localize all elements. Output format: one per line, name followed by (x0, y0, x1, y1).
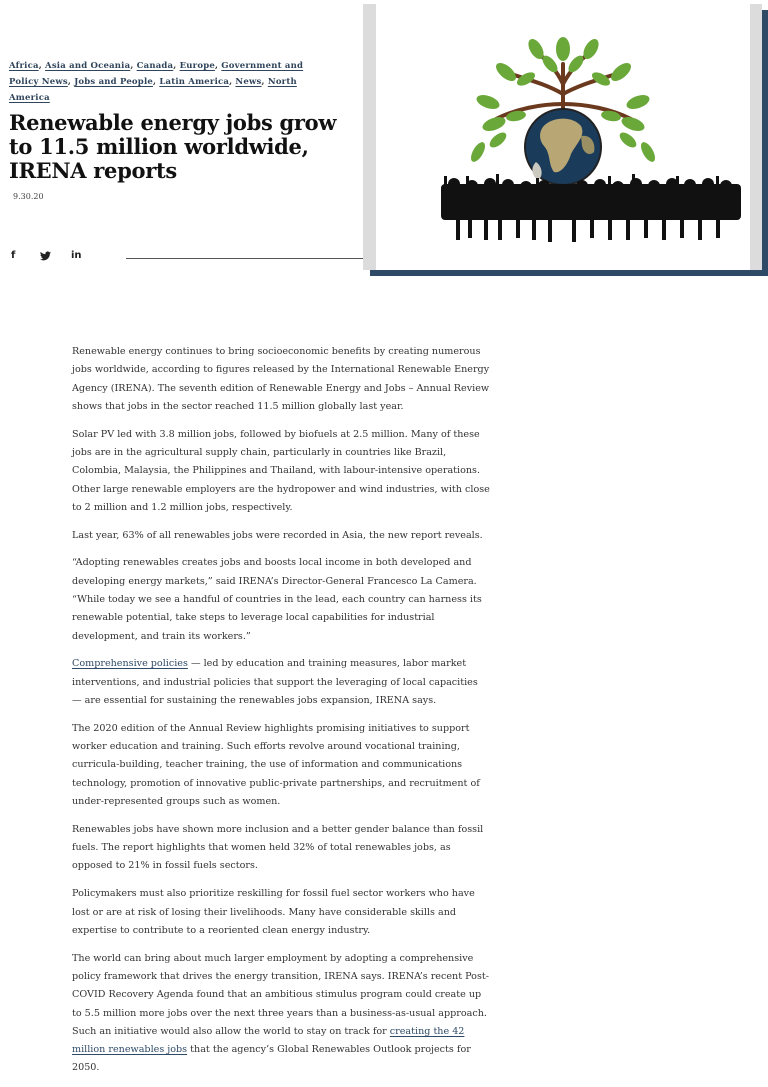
category-link-government-policy[interactable]: Government and Policy News (9, 61, 304, 87)
category-link-asia-oceania[interactable]: Asia and Oceania (45, 61, 131, 71)
paragraph (72, 950, 490, 1078)
category-link-north-america[interactable]: North America (9, 77, 297, 103)
category-link-europe[interactable]: Europe (179, 61, 215, 71)
category-link-africa[interactable]: Africa (9, 61, 39, 71)
tree-globe-people-illustration (376, 4, 750, 270)
category-links: Africa, Asia and Oceania, Canada, Europe, Government and Policy News, Jobs and People, Latin America, News, North America (9, 61, 304, 103)
twitter-icon[interactable] (40, 250, 51, 264)
paragraph: Renewable energy continues to bring socioeconomic benefits by creating numerous jobs worldwide, according to figures released by the International Renewable Energy Agency (IRENA). The seventh edition of Renewable Energy and Jobs – Annual Review shows that jobs in the sector reached 11.5 million globally last year. (72, 346, 490, 412)
publish-date: 9.30.20 (13, 192, 44, 201)
article-title: Renewable energy jobs grow to 11.5 million worldwide, IRENA reports (9, 110, 337, 183)
paragraph: Renewables jobs have shown more inclusion and a better gender balance than fossil fuels. The report highlights that women held 32% of total renewables jobs, as opposed to 21% in fossil fuels sectors. (72, 823, 484, 872)
category-link-canada[interactable]: Canada (136, 61, 174, 71)
hero-image-border-left (363, 4, 376, 270)
linkedin-icon[interactable]: in (71, 250, 82, 261)
paragraph: The 2020 edition of the Annual Review highlights promising initiatives to support worker education and training. Such efforts revolve around vocational training, curricula-building, teacher training, the use of information and communications technology, promotion of innovative public-private partnerships, and recruitment of under-represented groups such as women. (72, 722, 480, 808)
article-body (72, 343, 490, 1087)
category-link-latin-america[interactable]: Latin America (159, 77, 230, 87)
share-divider (126, 258, 363, 259)
paragraph: Solar PV led with 3.8 million jobs, followed by biofuels at 2.5 million. Many of these jobs are in the agricultural supply chain, particularly in countries like Brazil, Colombia, Malaysia, the Philippines and Thailand, with labour-intensive operations. Other large renewable employers are the hydropower and wind industries, with close to 2 million and 1.2 million jobs, respectively. (72, 428, 490, 513)
comprehensive-policies-link[interactable]: Comprehensive policies (72, 658, 188, 670)
paragraph: “Adopting renewables creates jobs and boosts local income in both developed and developing energy markets,” said IRENA’s Director-General Francesco La Camera. “While today we see a handful of countries in the lead, each country can harness its renewable potential, take steps to leverage local capabilities for industrial development, and train its workers.” (72, 557, 482, 642)
category-link-jobs-people[interactable]: Jobs and People (74, 77, 153, 87)
paragraph (72, 655, 490, 710)
category-link-news[interactable]: News (235, 77, 262, 87)
share-bar (0, 250, 370, 266)
renewables-jobs-link[interactable]: creating the 42 million renewables jobs (72, 1025, 465, 1056)
hero-image (376, 4, 750, 270)
paragraph: Last year, 63% of all renewables jobs were recorded in Asia, the new report reveals. (72, 529, 483, 541)
paragraph-text: The world can bring about much larger employment by adopting a comprehensive policy framework that drives the energy transition, IRENA says. IRENA’s recent Post-COVID Recovery Agenda found that an ambitious stimulus program could create up to 5.5 million more jobs over the next three years than a business-as-usual approach. Such an initiative would also allow the world to stay on track for (72, 952, 489, 1037)
facebook-icon[interactable]: f (11, 250, 16, 261)
hero-image-border-right (750, 4, 762, 270)
paragraph: Policymakers must also prioritize reskilling for fossil fuel sector workers who have lost or are at risk of losing their livelihoods. Many have considerable skills and expertise to contribute to a reoriented clean energy industry. (72, 888, 475, 936)
paragraph-text: — led by education and training measures, labor market interventions, and industrial policies that support the leveraging of local capacities — are essential for sustaining the renewables jobs expansion, IRENA says. (72, 658, 478, 707)
paragraph-text: that the agency’s Global Renewables Outlook projects for 2050. (72, 1044, 471, 1074)
